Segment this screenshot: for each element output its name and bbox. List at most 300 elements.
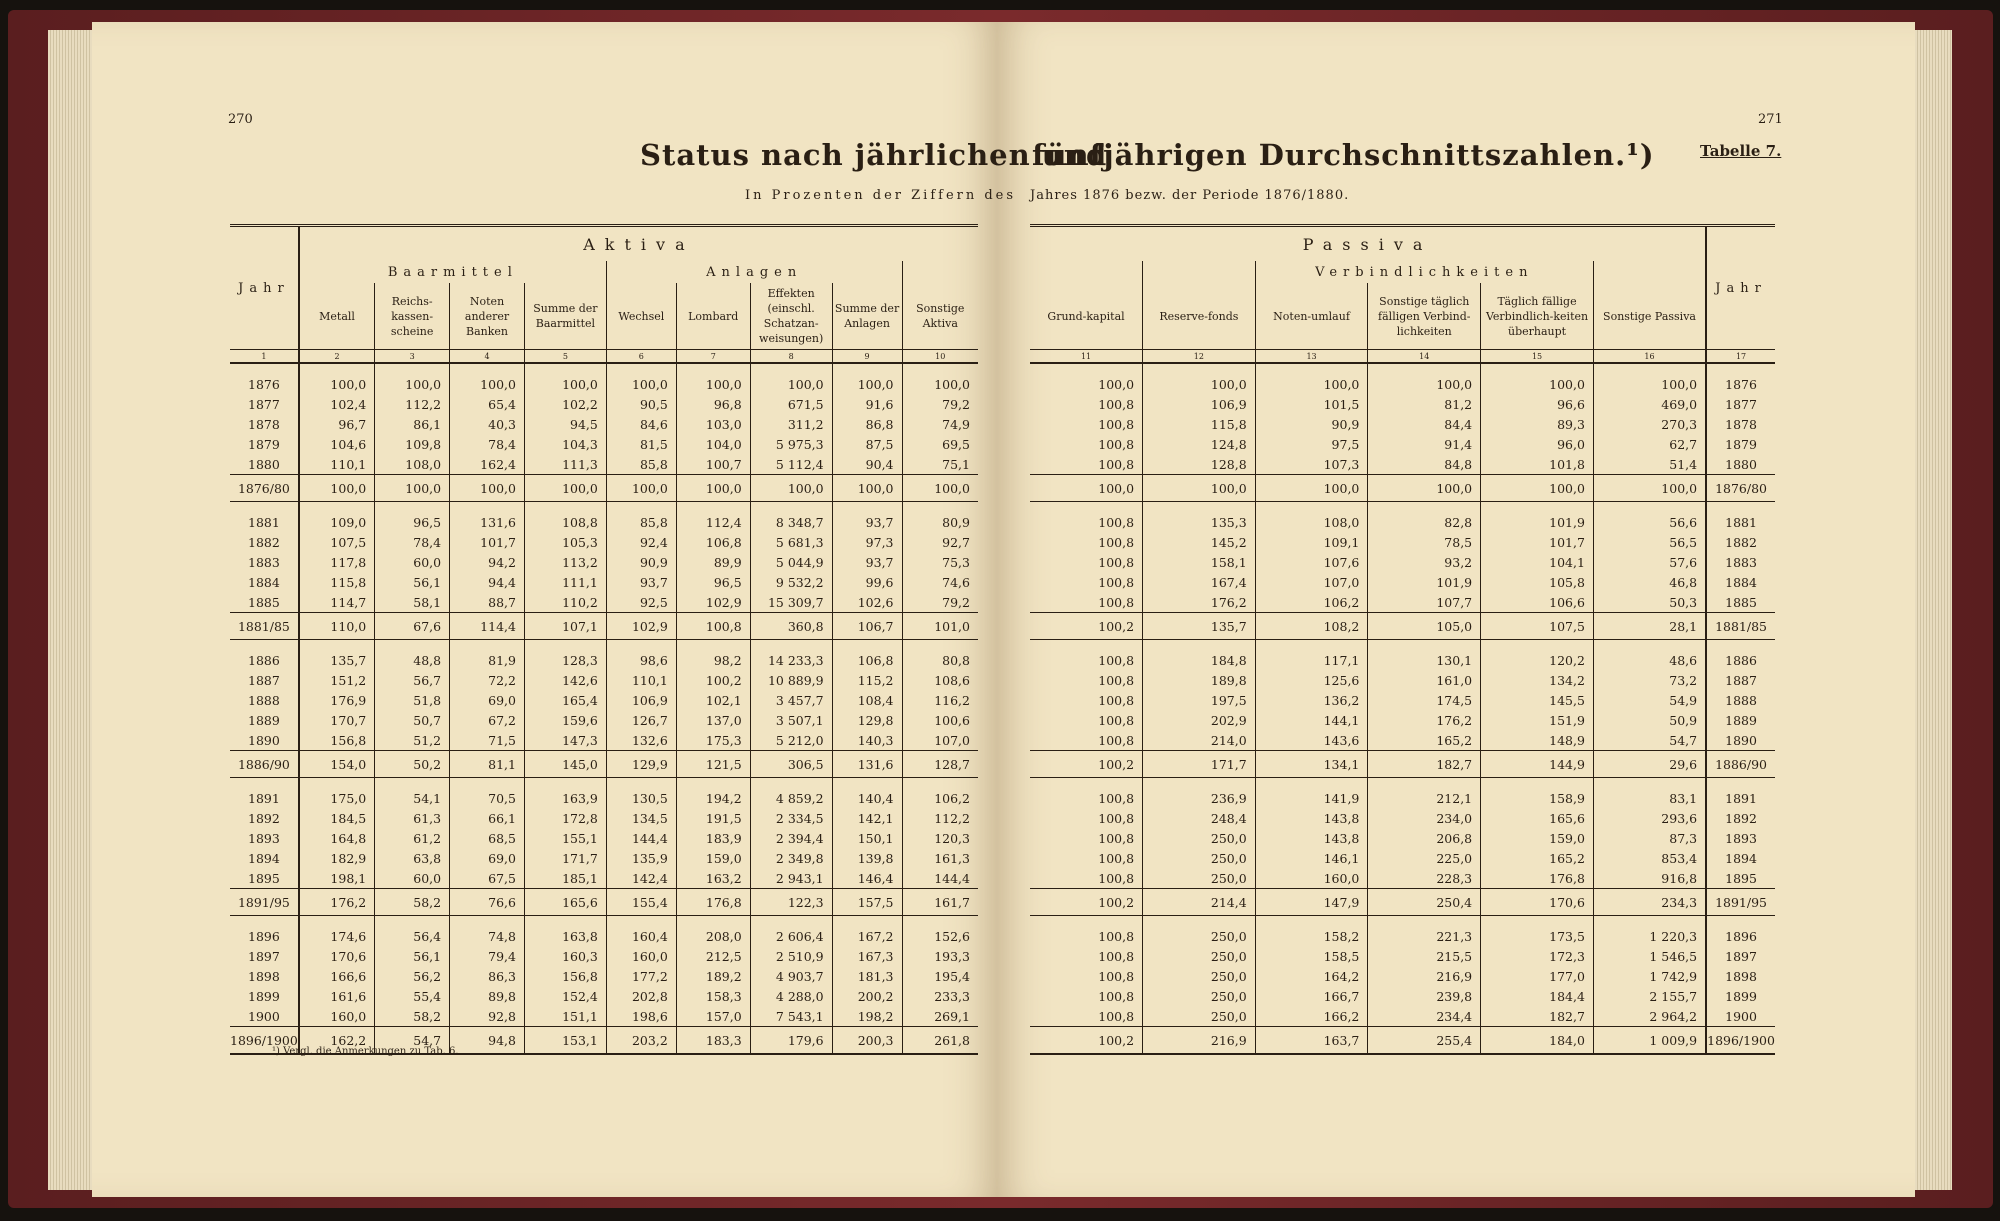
table-row xyxy=(1030,1006,1775,1027)
value-cell: 250,0 xyxy=(1143,1006,1256,1027)
average-value-cell: 176,2 xyxy=(299,889,375,916)
value-cell: 112,4 xyxy=(676,512,750,532)
average-value-cell: 100,0 xyxy=(902,475,978,502)
value-cell: 120,3 xyxy=(902,828,978,848)
table-row xyxy=(1030,926,1775,946)
value-cell: 106,6 xyxy=(1481,592,1594,613)
value-cell: 60,0 xyxy=(375,552,450,572)
value-cell: 250,0 xyxy=(1143,946,1256,966)
spacer-cell xyxy=(606,502,676,513)
value-cell: 60,0 xyxy=(375,868,450,889)
value-cell: 156,8 xyxy=(524,966,606,986)
average-row xyxy=(1030,889,1775,916)
spacer-row xyxy=(230,640,978,651)
value-cell: 157,0 xyxy=(676,1006,750,1027)
column-number: 17 xyxy=(1706,350,1775,364)
left-page-number: 270 xyxy=(228,112,253,127)
average-value-cell: 128,7 xyxy=(902,751,978,778)
value-cell: 165,2 xyxy=(1481,848,1594,868)
value-cell: 1 742,9 xyxy=(1593,966,1706,986)
value-cell: 181,3 xyxy=(832,966,902,986)
value-cell: 151,9 xyxy=(1481,710,1594,730)
right-page-number: 271 xyxy=(1758,112,1783,127)
column-header: Effekten (einschl. Schatzan-weisungen) xyxy=(750,283,832,350)
value-cell: 100,0 xyxy=(676,374,750,394)
value-cell: 100,8 xyxy=(1098,712,1135,728)
jahr-header-right: Jahr xyxy=(1706,226,1775,350)
average-value-cell: 106,7 xyxy=(832,613,902,640)
value-cell: 145,5 xyxy=(1481,690,1594,710)
value-cell: 66,1 xyxy=(450,808,525,828)
value-cell: 108,0 xyxy=(375,454,450,475)
average-value-cell: 76,6 xyxy=(450,889,525,916)
spacer-row xyxy=(1030,640,1775,651)
year-cell: 1893 xyxy=(1706,828,1775,848)
column-header: Wechsel xyxy=(606,283,676,350)
value-cell: 2 155,7 xyxy=(1593,986,1706,1006)
table-row xyxy=(1030,434,1775,454)
value-cell: 135,9 xyxy=(606,848,676,868)
value-cell: 93,7 xyxy=(606,572,676,592)
value-cell: 56,4 xyxy=(375,926,450,946)
value-cell: 147,3 xyxy=(524,730,606,751)
year-cell: 1877 xyxy=(248,396,280,412)
value-cell: 97,5 xyxy=(1255,434,1368,454)
value-cell: 100,8 xyxy=(1098,534,1135,550)
spacer-cell xyxy=(1030,363,1143,374)
year-cell: 1891 xyxy=(248,790,280,806)
spacer-cell xyxy=(1255,778,1368,789)
average-value-cell: 105,0 xyxy=(1368,613,1481,640)
column-header: Lombard xyxy=(676,283,750,350)
value-cell: 101,7 xyxy=(1481,532,1594,552)
year-cell: 1884 xyxy=(248,574,280,590)
value-cell: 112,2 xyxy=(902,808,978,828)
average-value-cell: 100,0 xyxy=(1593,475,1706,502)
aktiva-table xyxy=(230,224,978,1055)
year-cell: 1889 xyxy=(1706,710,1775,730)
table-row xyxy=(1030,788,1775,808)
spacer-cell xyxy=(1368,778,1481,789)
value-cell: 99,6 xyxy=(832,572,902,592)
value-cell: 2 349,8 xyxy=(750,848,832,868)
average-value-cell: 131,6 xyxy=(832,751,902,778)
value-cell: 4 288,0 xyxy=(750,986,832,1006)
spacer-cell xyxy=(832,778,902,789)
column-number: 6 xyxy=(606,350,676,364)
value-cell: 100,8 xyxy=(1098,790,1135,806)
value-cell: 100,0 xyxy=(375,374,450,394)
table-row xyxy=(230,414,978,434)
value-cell: 7 543,1 xyxy=(750,1006,832,1027)
value-cell: 56,6 xyxy=(1593,512,1706,532)
value-cell: 71,5 xyxy=(450,730,525,751)
table-row xyxy=(1030,986,1775,1006)
value-cell: 225,0 xyxy=(1368,848,1481,868)
value-cell: 50,3 xyxy=(1593,592,1706,613)
value-cell: 134,5 xyxy=(606,808,676,828)
value-cell: 91,4 xyxy=(1368,434,1481,454)
value-cell: 100,7 xyxy=(676,454,750,475)
table-row xyxy=(230,512,978,532)
average-value-cell: 100,2 xyxy=(1030,1027,1143,1055)
value-cell: 100,8 xyxy=(1098,810,1135,826)
value-cell: 106,2 xyxy=(1255,592,1368,613)
period-cell: 1886/90 xyxy=(1706,751,1775,778)
average-value-cell: 100,0 xyxy=(299,475,375,502)
table-row xyxy=(230,434,978,454)
average-value-cell: 145,0 xyxy=(524,751,606,778)
average-value-cell: 122,3 xyxy=(750,889,832,916)
spacer-cell xyxy=(750,502,832,513)
value-cell: 102,4 xyxy=(299,394,375,414)
spacer-cell xyxy=(676,916,750,927)
value-cell: 69,0 xyxy=(450,690,525,710)
value-cell: 4 903,7 xyxy=(750,966,832,986)
value-cell: 85,8 xyxy=(606,454,676,475)
spacer-cell xyxy=(1593,502,1706,513)
value-cell: 105,3 xyxy=(524,532,606,552)
column-number: 15 xyxy=(1481,350,1594,364)
value-cell: 144,1 xyxy=(1255,710,1368,730)
value-cell: 69,0 xyxy=(450,848,525,868)
average-value-cell: 214,4 xyxy=(1143,889,1256,916)
value-cell: 102,9 xyxy=(676,592,750,613)
value-cell: 40,3 xyxy=(450,414,525,434)
value-cell: 50,7 xyxy=(375,710,450,730)
value-cell: 102,2 xyxy=(524,394,606,414)
value-cell: 100,8 xyxy=(1098,830,1135,846)
value-cell: 100,8 xyxy=(1098,574,1135,590)
value-cell: 165,6 xyxy=(1481,808,1594,828)
spacer-cell xyxy=(1706,778,1775,789)
value-cell: 100,8 xyxy=(1098,968,1135,984)
spacer-cell xyxy=(1368,640,1481,651)
value-cell: 160,0 xyxy=(1255,868,1368,889)
average-value-cell: 144,9 xyxy=(1481,751,1594,778)
value-cell: 234,0 xyxy=(1368,808,1481,828)
average-value-cell: 162,2 xyxy=(299,1027,375,1055)
year-cell: 1884 xyxy=(1706,572,1775,592)
value-cell: 106,9 xyxy=(606,690,676,710)
value-cell: 166,6 xyxy=(299,966,375,986)
value-cell: 135,3 xyxy=(1143,512,1256,532)
average-value-cell: 184,0 xyxy=(1481,1027,1594,1055)
spacer-cell xyxy=(606,363,676,374)
average-value-cell: 100,2 xyxy=(1030,751,1143,778)
value-cell: 163,2 xyxy=(676,868,750,889)
value-cell: 198,6 xyxy=(606,1006,676,1027)
value-cell: 100,0 xyxy=(832,374,902,394)
value-cell: 109,8 xyxy=(375,434,450,454)
period-cell: 1891/95 xyxy=(230,889,299,916)
value-cell: 145,2 xyxy=(1143,532,1256,552)
year-cell: 1878 xyxy=(1706,414,1775,434)
value-cell: 78,4 xyxy=(450,434,525,454)
value-cell: 206,8 xyxy=(1368,828,1481,848)
value-cell: 80,8 xyxy=(902,650,978,670)
value-cell: 69,5 xyxy=(902,434,978,454)
value-cell: 172,3 xyxy=(1481,946,1594,966)
period-cell: 1876/80 xyxy=(230,475,299,502)
column-number: 1 xyxy=(230,350,299,364)
value-cell: 114,7 xyxy=(299,592,375,613)
value-cell: 109,0 xyxy=(299,512,375,532)
value-cell: 155,1 xyxy=(524,828,606,848)
average-value-cell: 135,7 xyxy=(1143,613,1256,640)
value-cell: 134,2 xyxy=(1481,670,1594,690)
value-cell: 100,0 xyxy=(1255,374,1368,394)
value-cell: 51,2 xyxy=(375,730,450,751)
value-cell: 84,4 xyxy=(1368,414,1481,434)
value-cell: 79,2 xyxy=(902,592,978,613)
value-cell: 146,4 xyxy=(832,868,902,889)
value-cell: 100,8 xyxy=(1098,514,1135,530)
year-cell: 1887 xyxy=(248,672,280,688)
spacer-cell xyxy=(524,363,606,374)
value-cell: 469,0 xyxy=(1593,394,1706,414)
value-cell: 67,2 xyxy=(450,710,525,730)
average-value-cell: 100,0 xyxy=(832,475,902,502)
spacer-cell xyxy=(230,640,299,651)
value-cell: 2 943,1 xyxy=(750,868,832,889)
value-cell: 84,6 xyxy=(606,414,676,434)
table-row xyxy=(230,848,978,868)
spacer-cell xyxy=(1481,502,1594,513)
period-cell: 1881/85 xyxy=(230,613,299,640)
value-cell: 2 510,9 xyxy=(750,946,832,966)
value-cell: 100,8 xyxy=(1098,732,1135,748)
value-cell: 74,8 xyxy=(450,926,525,946)
average-row xyxy=(1030,475,1775,502)
value-cell: 5 212,0 xyxy=(750,730,832,751)
table-row xyxy=(1030,454,1775,475)
value-cell: 158,1 xyxy=(1143,552,1256,572)
value-cell: 100,0 xyxy=(1368,374,1481,394)
value-cell: 197,5 xyxy=(1143,690,1256,710)
value-cell: 113,2 xyxy=(524,552,606,572)
table-row xyxy=(1030,730,1775,751)
value-cell: 74,9 xyxy=(902,414,978,434)
page-edges-left xyxy=(48,30,93,1190)
value-cell: 208,0 xyxy=(676,926,750,946)
table-row xyxy=(230,710,978,730)
value-cell: 1 546,5 xyxy=(1593,946,1706,966)
value-cell: 170,7 xyxy=(299,710,375,730)
table-row xyxy=(230,650,978,670)
average-value-cell: 161,7 xyxy=(902,889,978,916)
value-cell: 156,8 xyxy=(299,730,375,751)
year-cell: 1896 xyxy=(248,928,280,944)
value-cell: 65,4 xyxy=(450,394,525,414)
spacer-row xyxy=(230,363,978,374)
value-cell: 115,8 xyxy=(1143,414,1256,434)
year-cell: 1881 xyxy=(1706,512,1775,532)
value-cell: 78,5 xyxy=(1368,532,1481,552)
value-cell: 135,7 xyxy=(299,650,375,670)
table-row xyxy=(230,966,978,986)
value-cell: 48,8 xyxy=(375,650,450,670)
spacer-row xyxy=(1030,363,1775,374)
value-cell: 144,4 xyxy=(606,828,676,848)
value-cell: 194,2 xyxy=(676,788,750,808)
value-cell: 87,5 xyxy=(832,434,902,454)
value-cell: 117,8 xyxy=(299,552,375,572)
value-cell: 152,4 xyxy=(524,986,606,1006)
value-cell: 100,8 xyxy=(1098,652,1135,668)
value-cell: 92,8 xyxy=(450,1006,525,1027)
value-cell: 128,3 xyxy=(524,650,606,670)
value-cell: 175,3 xyxy=(676,730,750,751)
value-cell: 57,6 xyxy=(1593,552,1706,572)
value-cell: 233,3 xyxy=(902,986,978,1006)
average-value-cell: 81,1 xyxy=(450,751,525,778)
value-cell: 56,1 xyxy=(375,946,450,966)
value-cell: 142,1 xyxy=(832,808,902,828)
value-cell: 164,8 xyxy=(299,828,375,848)
aktiva-header: Aktiva xyxy=(299,226,978,262)
value-cell: 54,7 xyxy=(1593,730,1706,751)
table-row xyxy=(1030,808,1775,828)
subtitle-left: In Prozenten der Ziffern des xyxy=(745,188,1017,203)
spacer-cell xyxy=(676,502,750,513)
value-cell: 202,8 xyxy=(606,986,676,1006)
average-value-cell: 100,8 xyxy=(676,613,750,640)
average-row xyxy=(230,475,978,502)
subtitle-right: Jahres 1876 bezw. der Periode 1876/1880. xyxy=(1030,188,1350,203)
average-value-cell: 101,0 xyxy=(902,613,978,640)
value-cell: 96,7 xyxy=(299,414,375,434)
spacer-cell xyxy=(1143,502,1256,513)
value-cell: 110,2 xyxy=(524,592,606,613)
spacer-row xyxy=(1030,778,1775,789)
column-header: Grund-kapital xyxy=(1047,309,1125,323)
column-header: Noten anderer Banken xyxy=(450,283,525,350)
average-row xyxy=(1030,751,1775,778)
value-cell: 176,9 xyxy=(299,690,375,710)
value-cell: 142,4 xyxy=(606,868,676,889)
value-cell: 2 394,4 xyxy=(750,828,832,848)
value-cell: 269,1 xyxy=(902,1006,978,1027)
value-cell: 97,3 xyxy=(832,532,902,552)
average-row xyxy=(1030,1027,1775,1055)
value-cell: 100,2 xyxy=(676,670,750,690)
value-cell: 101,9 xyxy=(1368,572,1481,592)
value-cell: 94,5 xyxy=(524,414,606,434)
value-cell: 250,0 xyxy=(1143,966,1256,986)
value-cell: 100,0 xyxy=(1098,376,1135,392)
value-cell: 1 220,3 xyxy=(1593,926,1706,946)
spacer-row xyxy=(230,778,978,789)
page-edges-right xyxy=(1912,30,1952,1190)
average-value-cell: 100,0 xyxy=(375,475,450,502)
value-cell: 79,4 xyxy=(450,946,525,966)
value-cell: 152,6 xyxy=(902,926,978,946)
value-cell: 61,3 xyxy=(375,808,450,828)
value-cell: 81,2 xyxy=(1368,394,1481,414)
value-cell: 161,0 xyxy=(1368,670,1481,690)
value-cell: 73,2 xyxy=(1593,670,1706,690)
footnote: ¹) Vergl. die Anmerkungen zu Tab. 6. xyxy=(272,1046,459,1057)
year-cell: 1886 xyxy=(1706,650,1775,670)
value-cell: 158,3 xyxy=(676,986,750,1006)
year-cell: 1876 xyxy=(248,376,280,392)
spacer-cell xyxy=(832,502,902,513)
value-cell: 100,8 xyxy=(1098,436,1135,452)
table-row xyxy=(1030,828,1775,848)
value-cell: 93,2 xyxy=(1368,552,1481,572)
year-cell: 1887 xyxy=(1706,670,1775,690)
value-cell: 136,2 xyxy=(1255,690,1368,710)
value-cell: 100,8 xyxy=(1098,850,1135,866)
value-cell: 250,0 xyxy=(1143,828,1256,848)
spacer-cell xyxy=(1255,363,1368,374)
value-cell: 98,2 xyxy=(676,650,750,670)
year-cell: 1896 xyxy=(1706,926,1775,946)
average-value-cell: 203,2 xyxy=(606,1027,676,1055)
average-value-cell: 154,0 xyxy=(299,751,375,778)
table-row xyxy=(1030,512,1775,532)
table-row xyxy=(230,828,978,848)
jahr-header: Jahr xyxy=(230,226,299,350)
value-cell: 139,8 xyxy=(832,848,902,868)
value-cell: 80,9 xyxy=(902,512,978,532)
value-cell: 14 233,3 xyxy=(750,650,832,670)
value-cell: 100,8 xyxy=(1098,554,1135,570)
value-cell: 110,1 xyxy=(606,670,676,690)
value-cell: 104,6 xyxy=(299,434,375,454)
value-cell: 115,8 xyxy=(299,572,375,592)
value-cell: 164,2 xyxy=(1255,966,1368,986)
value-cell: 248,4 xyxy=(1143,808,1256,828)
value-cell: 108,6 xyxy=(902,670,978,690)
spacer-cell xyxy=(1593,916,1706,927)
spacer-cell xyxy=(832,640,902,651)
value-cell: 143,8 xyxy=(1255,808,1368,828)
spacer-row xyxy=(230,502,978,513)
average-value-cell: 306,5 xyxy=(750,751,832,778)
value-cell: 128,8 xyxy=(1143,454,1256,475)
value-cell: 86,3 xyxy=(450,966,525,986)
spacer-cell xyxy=(1706,916,1775,927)
value-cell: 101,8 xyxy=(1481,454,1594,475)
value-cell: 111,3 xyxy=(524,454,606,475)
value-cell: 58,1 xyxy=(375,592,450,613)
value-cell: 58,2 xyxy=(375,1006,450,1027)
value-cell: 183,9 xyxy=(676,828,750,848)
value-cell: 107,5 xyxy=(299,532,375,552)
value-cell: 101,5 xyxy=(1255,394,1368,414)
value-cell: 100,8 xyxy=(1098,692,1135,708)
average-value-cell: 29,6 xyxy=(1593,751,1706,778)
table-row xyxy=(1030,848,1775,868)
value-cell: 100,0 xyxy=(606,374,676,394)
value-cell: 94,2 xyxy=(450,552,525,572)
spacer-cell xyxy=(1143,363,1256,374)
year-cell: 1879 xyxy=(248,436,280,452)
spacer-cell xyxy=(1030,916,1143,927)
average-value-cell: 114,4 xyxy=(450,613,525,640)
year-cell: 1894 xyxy=(248,850,280,866)
value-cell: 98,6 xyxy=(606,650,676,670)
value-cell: 212,5 xyxy=(676,946,750,966)
value-cell: 85,8 xyxy=(606,512,676,532)
value-cell: 86,8 xyxy=(832,414,902,434)
average-value-cell: 100,0 xyxy=(606,475,676,502)
table-row xyxy=(230,572,978,592)
passiva-table xyxy=(1030,224,1775,1055)
value-cell: 108,8 xyxy=(524,512,606,532)
